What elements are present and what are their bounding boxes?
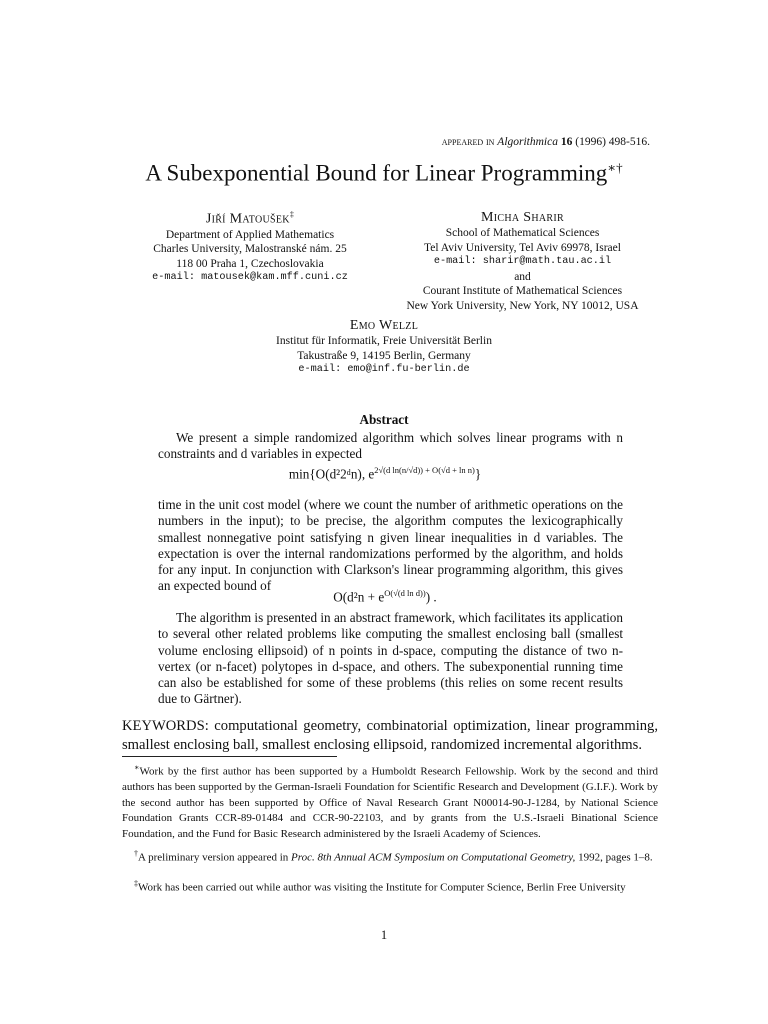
journal-volume: 16 — [560, 136, 573, 148]
complexity-formula-1 — [220, 465, 550, 482]
footnote-mark: ‡ — [134, 879, 138, 888]
abstract-paragraph-3: The algorithm is presented in an abstract framework, which facilitates its application to several other related problems like computing the smallest enclosing ball (smallest volume enclosing ellipsoid) of n points in d-space, computing the distance of two n-vertex (or n-facet) polytopes in d-space, and others. The subexponential running time can also be established for some of these problems (this relies on some recent results due to Gärtner). — [158, 610, 623, 707]
author-email: e-mail: sharir@math.tau.ac.il — [433, 256, 612, 267]
journal-year-pages: (1996) 498-516. — [575, 136, 650, 148]
affiliation-and: and — [514, 270, 531, 283]
appeared-prefix: appeared in — [441, 136, 495, 148]
affiliation — [380, 226, 665, 313]
affiliation-line: Takustraße 9, 14195 Berlin, Germany — [297, 349, 471, 362]
page-number: 1 — [380, 928, 388, 942]
abstract-paragraph-1: We present a simple randomized algorithm which solves linear programs with n constraints and d variables in expected — [158, 430, 623, 462]
title-footnote-marks: ∗† — [607, 160, 623, 175]
affiliation-line: New York University, New York, NY 10012, USA — [406, 299, 639, 312]
footnote-mark: † — [134, 849, 138, 858]
formula-base: O(d²n + e — [333, 589, 385, 605]
footnote-text: Work has been carried out while author was visiting the Institute for Computer Science, Berlin Free University — [138, 881, 626, 894]
footnote-text: A preliminary version appeared in — [138, 851, 292, 864]
affiliation — [215, 334, 553, 378]
publication-note — [300, 136, 650, 148]
affiliation-line: Department of Applied Mathematics — [165, 228, 335, 241]
author-block-2 — [380, 210, 665, 313]
footnote-1 — [122, 760, 658, 843]
abstract-paragraph-2: time in the unit cost model (where we count the number of arithmetic operations on the numbers in the input); to be precise, the algorithm computes the lexicographically smallest nonnegative point satisfying n given linear inequalities in d variables. The expectation is over the internal randomizations performed by the algorithm, and holds for any input. In conjunction with Clarkson's linear programming algorithm, this gives an expected bound of — [158, 497, 623, 594]
author-block-3 — [215, 318, 553, 378]
formula-exponent: 2√(d ln(n/√d)) + O(√d + ln n) — [374, 465, 475, 475]
author-footnote-mark: ‡ — [289, 210, 295, 219]
complexity-formula-2 — [240, 588, 530, 605]
affiliation-line: Charles University, Malostranské nám. 25 — [153, 243, 347, 256]
journal-name: Algorithmica — [497, 136, 558, 148]
keywords — [122, 717, 658, 755]
affiliation — [125, 228, 375, 286]
affiliation-line: Tel Aviv University, Tel Aviv 69978, Israel — [424, 241, 621, 254]
affiliation-line: Courant Institute of Mathematical Sciences — [422, 285, 623, 297]
paper-title — [0, 160, 768, 187]
footnote-venue: Proc. 8th Annual ACM Symposium on Computational Geometry, — [291, 851, 576, 864]
formula-base: min{O(d²2ᵈn), e — [288, 466, 375, 482]
keywords-label: KEYWORDS: — [122, 718, 209, 734]
formula-exponent: O(√(d ln d)) — [384, 588, 426, 598]
footnote-mark: ∗ — [134, 763, 140, 772]
abstract-heading: Abstract — [359, 412, 409, 427]
footnote-2 — [122, 846, 658, 866]
author-name: Jiří Matoušek‡ — [205, 210, 295, 227]
affiliation-line: Institut für Informatik, Freie Universität Berlin — [276, 335, 492, 347]
affiliation-line: School of Mathematical Sciences — [445, 227, 600, 239]
paper-title-text: A Subexponential Bound for Linear Programming — [145, 160, 608, 186]
keywords-text: computational geometry, combinatorial optimization, linear programming, smallest enclosing ball, smallest enclosing ellipsoid, randomized incremental algorithms. — [122, 718, 658, 753]
author-name: Emo Welzl — [349, 318, 419, 333]
affiliation-line: 118 00 Praha 1, Czechoslovakia — [176, 257, 324, 270]
footnote-3 — [122, 876, 658, 896]
formula-close: } — [474, 466, 482, 482]
footnote-text: Work by the first author has been supported by a Humboldt Research Fellowship. Work by the second and third authors has been supported by the German-Israeli Foundation for Scientific Research and Development (G.I.F.). Work by the second author has been supported by Office of Naval Research Grant N00014-90-J-1284, by National Science Foundation Grants CCR-89-01484 and CCR-90-22103, and by grants from the U.S.-Israeli Binational Science Foundation, and the Fund for Basic Research administered by the Israeli Academy of Sciences. — [122, 765, 658, 841]
footnote-text: 1992, pages 1–8. — [575, 851, 653, 864]
author-email: e-mail: matousek@kam.mff.cuni.cz — [152, 272, 348, 284]
author-name: Micha Sharir — [481, 210, 564, 225]
footnote-rule — [122, 756, 337, 757]
author-block-1 — [125, 210, 375, 286]
author-email: e-mail: emo@inf.fu-berlin.de — [298, 364, 470, 375]
formula-close: ) . — [425, 589, 437, 605]
